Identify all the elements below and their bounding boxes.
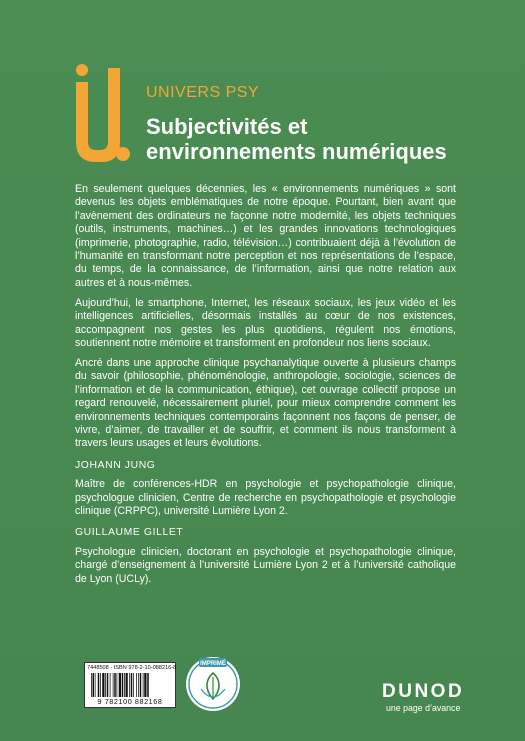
barcode-bar xyxy=(133,673,134,697)
barcode-bar xyxy=(93,673,95,697)
univers-psy-logo-icon xyxy=(74,62,134,166)
barcode-bar xyxy=(105,673,106,697)
barcode-bar xyxy=(117,673,118,697)
barcode-bar xyxy=(136,673,137,697)
book-title-line-2: environnements numériques xyxy=(146,139,447,164)
barcode-bar xyxy=(110,673,111,697)
description-paragraph: Aujourd’hui, le smartphone, Internet, les réseaux sociaux, les jeux vidéo et les intelligences artificielles, désormais installés au cœur de nos existences, accompagnent nos gestes les plus quotidiens, régulent nos émotions, soutiennent notre mémoire et transforment en profondeur nos liens sociaux. xyxy=(75,296,456,349)
author-bio: Maître de conférences-HDR en psychologie et psychopathologie clinique, psychologue clinicien, Centre de recherche en psychopathologie et psychologie clinique (CRPPC), université Lumière Lyon 2. xyxy=(75,478,456,517)
barcode-bar xyxy=(91,673,92,697)
barcode-bar xyxy=(114,673,116,697)
barcode-bar xyxy=(140,673,142,697)
barcode-bar xyxy=(98,673,100,697)
barcode-bar xyxy=(147,673,149,697)
isbn-barcode xyxy=(84,662,176,708)
barcode-bar xyxy=(102,673,104,697)
barcode-bar xyxy=(129,673,130,697)
series-label: UNIVERS PSY xyxy=(146,84,260,101)
barcode-digits: 9 782100 882168 xyxy=(97,697,163,706)
barcode-bar xyxy=(95,673,96,697)
book-title-line-1: Subjectivités et xyxy=(146,114,308,139)
barcode-bars xyxy=(91,673,169,697)
book-title xyxy=(146,114,447,164)
barcode-bar xyxy=(122,673,124,697)
barcode-bar xyxy=(124,673,125,697)
barcode-bar xyxy=(119,673,121,697)
barcode-bar xyxy=(144,673,146,697)
author-name: JOHANN JUNG xyxy=(75,459,156,471)
publisher-tagline: une page d’avance xyxy=(386,703,461,713)
barcode-bar xyxy=(126,673,128,697)
barcode-bar xyxy=(113,673,114,697)
imprim-vert-badge-icon xyxy=(184,655,242,713)
back-cover-text xyxy=(75,183,456,594)
barcode-bar xyxy=(131,673,133,697)
barcode-bar xyxy=(107,673,109,697)
barcode-bar xyxy=(138,673,139,697)
author-bio: Psychologue clinicien, doctorant en psychologie et psychopathologie clinique, chargé d’enseignement à l’université Lumière Lyon 2 et à l’université catholique de Lyon (UCLy). xyxy=(75,545,456,585)
isbn-line: 7448508 · ISBN 978-2-10-088216-8 xyxy=(87,665,177,671)
publisher-logo: DUNOD xyxy=(382,681,465,702)
barcode-bar xyxy=(143,673,144,697)
barcode-bar xyxy=(100,673,101,697)
description-paragraph: Ancré dans une approche clinique psychanalytique ouverte à plusieurs champs du savoir (philosophie, phénoménologie, anthropologie, sociologie, sciences de l’information et de la communication, éthique), cet ouvrage collectif propose un regard renouvelé, nécessairement pluriel, pour mieux comprendre comment les environnements techniques contemporains façonnent nos façons de penser, de vivre, d’aimer, de travailler et de souffrir, et comment ils nous transforment à travers leurs usages et leurs évolutions. xyxy=(75,356,456,450)
description-paragraph: En seulement quelques décennies, les « environnements numériques » sont devenus les objets emblématiques de notre époque. Pourtant, bien avant que l’avènement des ordinateurs ne façonne notre modernité, les objets techniques (outils, instruments, machines…) et les grandes innovations technologiques (imprimerie, photographie, radio, télévision…) contribuaient déjà à l’évolution de l’humanité en transformant notre perception et nos représentations de l’espace, du temps, de la connaissance, de l’information, ainsi que notre relation aux autres et à nous-mêmes. xyxy=(75,183,456,289)
author-name: GUILLAUME GILLET xyxy=(75,527,184,539)
imprime-badge-label: IMPRIMÉ xyxy=(200,661,226,667)
